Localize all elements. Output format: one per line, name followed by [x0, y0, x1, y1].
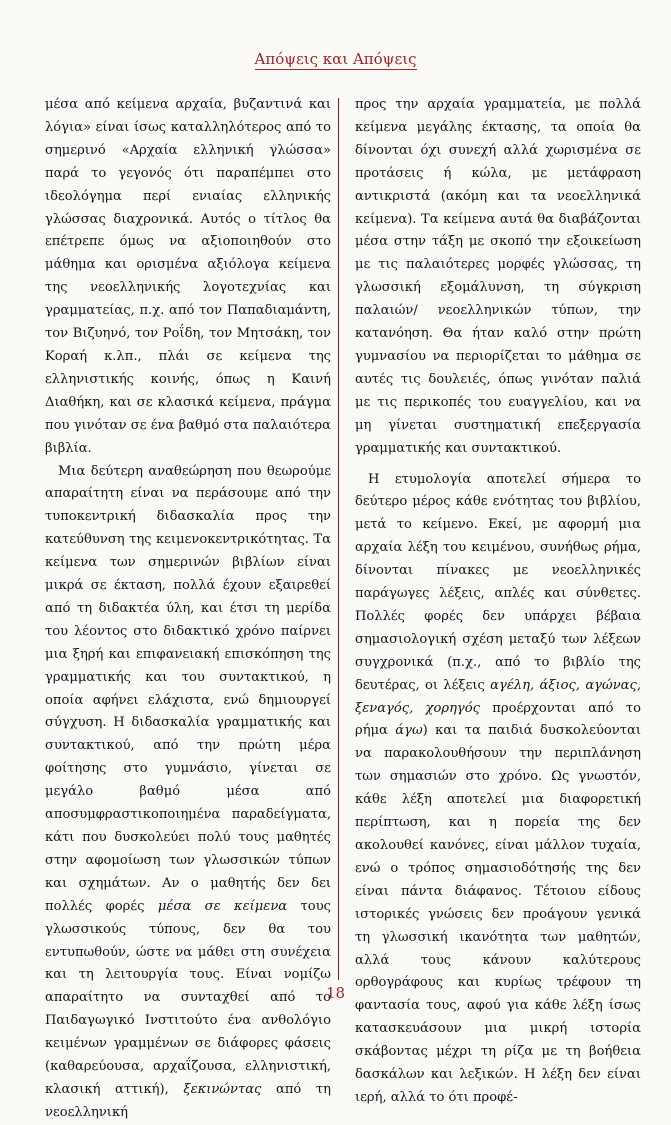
right-p2-text-a: Η ετυμολογία αποτελεί σήμερα το δεύτερο μέρος κάθε ενότητας του βιβλίου, μετά το κείμενο. Εκεί, με αφορμή μια αρχαία λέξη του κειμένου, συνήθως ρήμα, δίνονται πίνακες με νεοελληνικές παράγωγες λέξεις, απλές και σύνθετες. Πολλές φορές δεν υπάρχει βέβαια σημασιολογική σχέση μεταξύ των λέξεων συγχρονικά (π.χ., από το βιβλίο της δευτέρας, οι λέξεις [355, 471, 641, 693]
running-title: Απόψεις και Απόψεις [254, 50, 417, 68]
running-header [0, 50, 671, 68]
left-paragraph-1: μέσα από κείμενα αρχαία, βυζαντινά και λόγια» είναι ίσως καταλληλότερος από το σημερινό «Αρχαία ελληνική γλώσσα» παρά το γεγονός ότι παραπέμπει στο ιδεολόγημα περί ενιαίας ελληνικής γλώσσας διαχρονικά. Αυτός ο τίτλος θα επέτρεπε όμως να αξιοποιηθούν στο μάθημα και ορισμένα αξιόλογα κείμενα της νεοελληνικής λογοτεχνίας και γραμματείας, π.χ. από τον Παπαδιαμάντη, τον Βιζυηνό, τον Ροΐδη, τον Μητσάκη, τον Κοραή κ.λπ., πλάι σε κείμενα της ελληνιστικής κοινής, όπως η Καινή Διαθήκη, και σε κλασικά κείμενα, πράγμα που γινόταν σε ένα βαθμό στα παλαιότερα βιβλία. [45, 97, 331, 456]
left-column [45, 94, 331, 1125]
left-p2-italic-2: ξεκινώντας [183, 1081, 262, 1097]
right-p2-italic-2: άγω [395, 723, 423, 739]
left-p2-text-a: Μια δεύτερη αναθεώρηση που θεωρούμε απαραίτητη είναι να περάσουμε από την τυποκεντρική διδασκαλία προς την κατεύθυνση της κειμενοκεντρικότητας. Τα κείμενα των σημερινών βιβλίων είναι μικρά σε έκταση, πολλά έχουν εξαιρεθεί από τη διδακτέα ύλη, και έτσι τη μερίδα του λέοντος στο διδακτικό χρόνο παίρνει μια ξηρή και επιφανειακή επισκόπηση της γραμματικής και του συντακτικού, η οποία αφήνει ελάχιστα, ενώ δημιουργεί σύγχυση. Η διδασκαλία γραμματικής και συντακτικού, από την πρώτη μέρα φοίτησης στο γυμνάσιο, γίνεται σε μεγάλο βαθμό μέσα από αποσυμφραστικοποιημένα παραδείγματα, κάτι που δυσκολεύει πολύ τους μαθητές στην αφομοίωση των γλωσσικών τύπων και σχημάτων. Αν ο μαθητής δεν δει πολλές φορές [45, 463, 331, 914]
left-p2-text-b: τους γλωσσικούς τύπους, δεν θα του εντυπωθούν, ώστε να μάθει στη συνέχεια και τη λειτουργία τους. Είναι νομίζω απαραίτητο να συνταχθεί από το Παιδαγωγικό Ινστιτούτο ένα ανθολόγιο κειμένων γραμμένων σε διάφορες φάσεις (καθαρεύουσα, αρχαΐζουσα, ελληνιστική, κλασική αττική), [45, 898, 331, 1097]
page-number: 18 [325, 984, 346, 1002]
right-p2-italic-1: αγέλη, άξιος, αγώνας, ξεναγός, χορηγός [355, 677, 641, 716]
right-column [355, 94, 641, 1110]
column-divider [338, 98, 339, 980]
left-paragraph-2 [45, 461, 331, 1125]
left-p2-text-c: από τη νεοελληνική [45, 1081, 331, 1120]
right-p2-text-b: προέρχονται από το ρήμα [355, 700, 641, 739]
right-paragraph-1: προς την αρχαία γραμματεία, με πολλά κείμενα μεγάλης έκτασης, τα οποία θα δίνονται όχι συνεχή αλλά χωρισμένα σε προτάσεις ή κώλα, με μετάφραση αντικριστά (ακόμη και τα νεοελληνικά κείμενα). Τα κείμενα αυτά θα διαβάζονται μέσα στην τάξη με σκοπό την εξοικείωση με τις παλαιότερες μορφές γλώσσας, τη γλωσσική εξομάλυνση, τη σύγκριση παλαιών/ νεοελληνικών τύπων, την κατανόηση. Θα ήταν καλό στην πρώτη γυμνασίου να περιορίζεται το μάθημα σε αυτές τις δουλειές, όπως γινόταν παλιά με τις περικοπές του ευαγγελίου, και να μη γίνεται συστηματική επεξεργασία γραμματικής και συντακτικού. [355, 97, 641, 456]
left-p2-italic-1: μέσα σε κείμενα [157, 898, 288, 914]
right-p2-text-c: ) και τα παιδιά δυσκολεύονται να παρακολουθήσουν την περιπλάνηση των σημασιών στο χρόνο. Ως γνωστόν, κάθε λέξη αποτελεί μια διαφορετική περίπτωση, και η πορεία της δεν ακολουθεί κανόνες, είναι μάλλον τυχαία, ενώ ο τρόπος σημασιοδότησής της δεν είναι πάντα διάφανος. Τέτοιου είδους ιστορικές γνώσεις δεν προάγουν γενικά τη γλωσσική ικανότητα των μαθητών, αλλά τους κάνουν καλύτερους ορθογράφους και κυρίως τρέφουν τη φαντασία τους, αφού για κάθε λέξη ίσως κατασκευάσουν μια μικρή ιστορία σκάβοντας μέχρι τη ρίζα με τη βοήθεια δασκάλων και λεξικών. Η λέξη δεν είναι ιερή, αλλά το ότι προφέ- [355, 723, 641, 1105]
right-paragraph-2 [355, 469, 641, 1110]
